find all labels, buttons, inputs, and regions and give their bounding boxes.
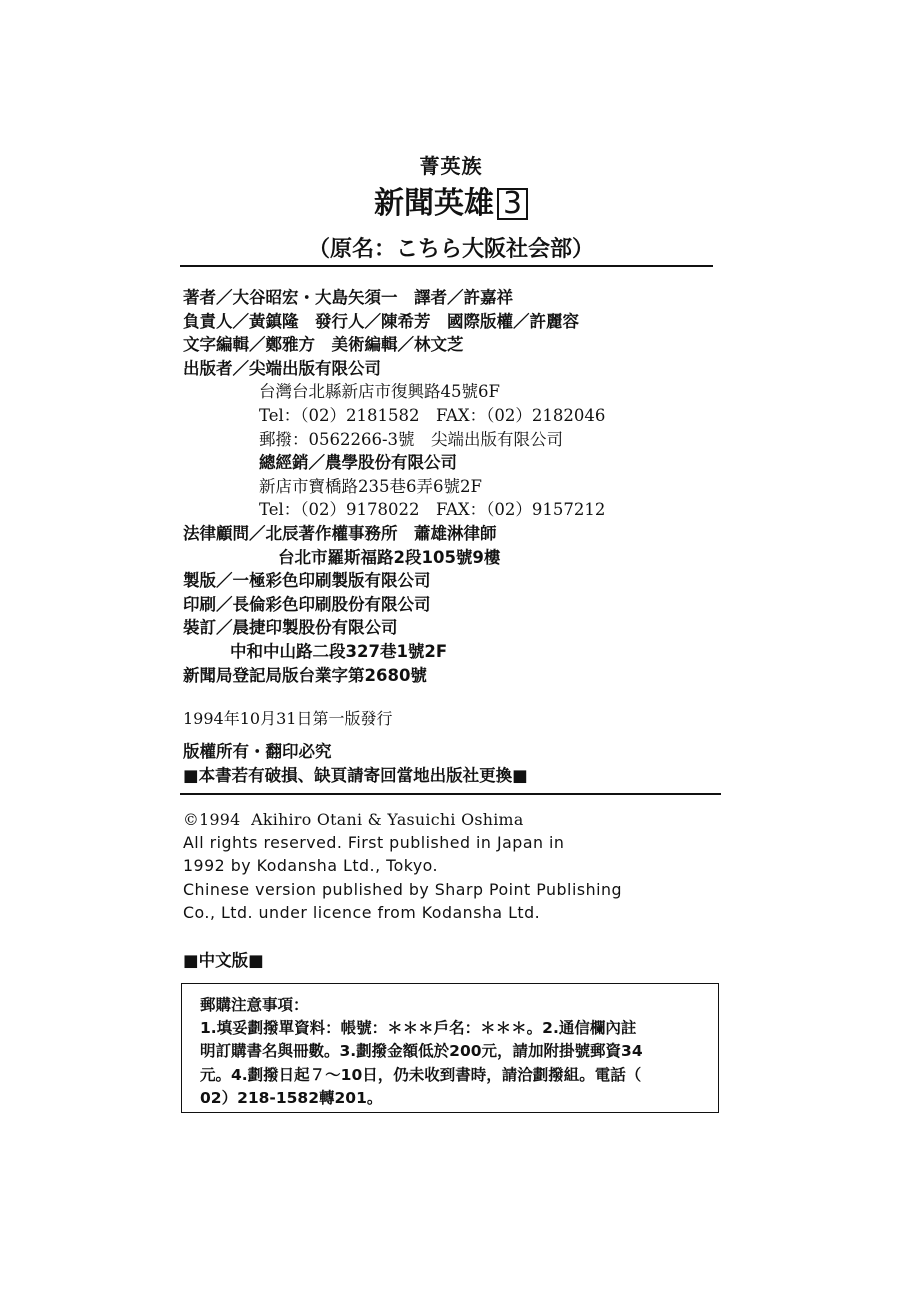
legal-counsel-address: 台北市羅斯福路2段105號9樓 xyxy=(278,547,501,567)
credit-legal-counsel: 法律顧問／北辰著作權事務所 蕭雄淋律師 xyxy=(183,523,497,543)
top-divider xyxy=(180,265,713,267)
binding-address: 中和中山路二段327巷1號2F xyxy=(230,641,448,661)
distributor-phone-fax: Tel：（02）9178022 FAX：（02）9157212 xyxy=(259,500,606,520)
credit-author-translator: 著者／大谷昭宏・大島矢須一 譯者／許嘉祥 xyxy=(183,288,513,307)
copyright-text-line: 1992 by Kodansha Ltd., Tokyo. xyxy=(183,856,439,876)
book-title-text: 新聞英雄 xyxy=(373,186,494,221)
credit-publisher-staff: 負責人／黃鎮隆 發行人／陳希芳 國際版權／許麗容 xyxy=(183,311,579,331)
notice-line: 1.填妥劃撥單資料：帳號：＊＊＊戶名：＊＊＊。2.通信欄內註 xyxy=(200,1019,637,1038)
edition-date: 1994年10月31日第一版發行 xyxy=(183,709,393,728)
copyright-text-line: Chinese version published by Sharp Point Publishing xyxy=(183,879,623,899)
credit-binding: 裝訂／晨捷印製股份有限公司 xyxy=(183,618,398,638)
rights-reserved: 版權所有・翻印必究 xyxy=(183,742,332,761)
distributor-address: 新店市寶橋路235巷6弄6號2F xyxy=(259,476,482,496)
series-name: 菁英族 xyxy=(419,154,483,178)
notice-line: 02）218-1582轉201。 xyxy=(200,1088,383,1107)
mail-order-notice-box xyxy=(181,983,719,1113)
volume-number: 3 xyxy=(497,188,528,220)
credit-distributor: 總經銷／農學股份有限公司 xyxy=(259,453,457,473)
copyright-text-line: Co., Ltd. under licence from Kodansha Ltd. xyxy=(183,902,541,922)
publisher-address: 台灣台北縣新店市復興路45號6F xyxy=(259,382,500,402)
copyright-text-line: All rights reserved. First published in Japan in xyxy=(183,833,565,853)
notice-line: 明訂購書名與冊數。3.劃撥金額低於200元，請加附掛號郵資34 xyxy=(200,1042,643,1061)
damaged-copy-notice: ■本書若有破損、缺頁請寄回當地出版社更換■ xyxy=(183,765,528,785)
chinese-edition-label: ■中文版■ xyxy=(183,951,264,970)
notice-line: 元。4.劃撥日起７～10日，仍未收到書時，請洽劃撥組。電話（ xyxy=(200,1065,642,1084)
credit-plate-making: 製版／一極彩色印刷製版有限公司 xyxy=(183,571,431,591)
rights-block xyxy=(183,740,528,787)
middle-divider xyxy=(180,793,721,795)
book-title xyxy=(0,185,902,223)
credits-block xyxy=(183,286,743,687)
notice-title: 郵購注意事項： xyxy=(200,996,309,1014)
credit-publisher: 出版者／尖端出版有限公司 xyxy=(183,358,381,378)
original-title: （原名：こちら大阪社会部） xyxy=(307,237,594,262)
credit-editors: 文字編輯／鄭雅方 美術編輯／林文芝 xyxy=(183,335,464,355)
publisher-postal-account: 郵撥：0562266-3號 尖端出版有限公司 xyxy=(259,429,564,449)
registration-number: 新聞局登記局版台業字第2680號 xyxy=(183,665,427,685)
credit-printing: 印刷／長倫彩色印刷股份有限公司 xyxy=(183,594,431,614)
copyright-line: ©1994 Akihiro Otani & Yasuichi Oshima xyxy=(183,810,524,829)
copyright-block xyxy=(183,808,723,924)
publisher-phone-fax: Tel：（02）2181582 FAX：（02）2182046 xyxy=(259,405,606,425)
